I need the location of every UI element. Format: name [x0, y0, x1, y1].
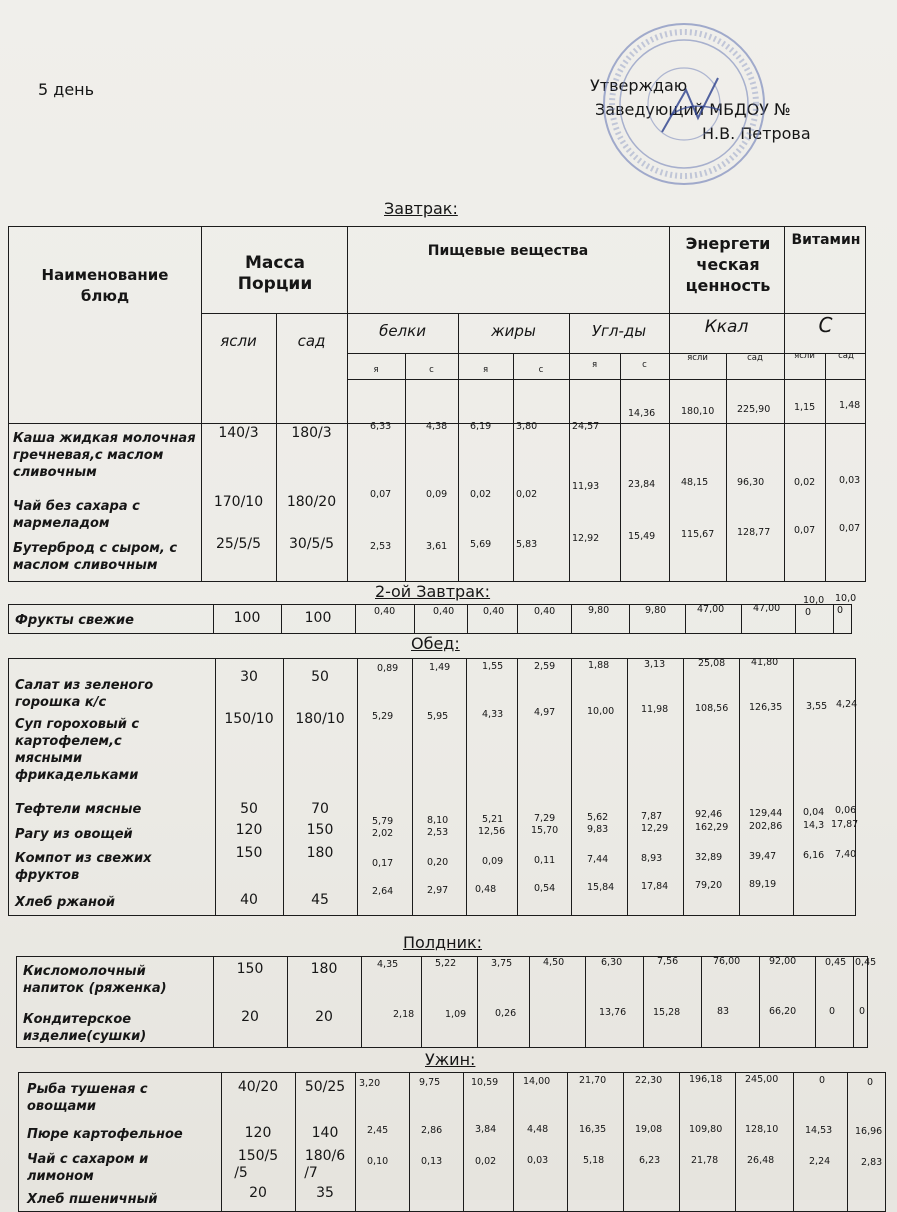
dish-name: Рыба тушеная с овощами: [27, 1082, 148, 1114]
value-cell: 5,83: [516, 539, 538, 550]
value-cell: 225,90: [737, 404, 771, 415]
value-cell: 126,35: [749, 702, 783, 713]
value-cell: 0,26: [495, 1008, 517, 1019]
value-cell: 21,78: [691, 1155, 719, 1166]
header-garden: сад: [297, 332, 326, 350]
value-cell: 12,92: [572, 533, 600, 544]
section-breakfast2: 2-ой Завтрак:: [375, 582, 491, 601]
value-cell: 0: [837, 605, 844, 616]
mass-garden: 150: [306, 822, 334, 838]
mass-garden: 180/20: [286, 494, 337, 510]
value-cell: 10,00: [587, 706, 615, 717]
value-cell: 12,29: [641, 823, 669, 834]
dish-name: Хлеб пшеничный: [27, 1192, 158, 1207]
mass-nursery: 120: [235, 822, 263, 838]
value-cell: 2,97: [427, 885, 449, 896]
sub-header: сад: [838, 351, 854, 361]
header-vitc: С: [818, 313, 833, 337]
sub-header: я: [373, 365, 379, 375]
value-cell: 109,80: [689, 1124, 723, 1135]
value-cell: 5,21: [482, 814, 504, 825]
value-cell: 7,87: [641, 811, 663, 822]
value-cell: 196,18: [689, 1074, 723, 1085]
value-cell: 7,56: [657, 956, 679, 967]
value-cell: 14,53: [805, 1125, 833, 1136]
sub-header: ясли: [687, 353, 708, 363]
value-cell: 6,19: [470, 421, 492, 432]
value-cell: 0,03: [527, 1155, 549, 1166]
dish-name: Компот из свежих фруктов: [15, 851, 152, 883]
value-cell: 14,36: [628, 408, 656, 419]
mass-nursery: 150: [235, 845, 263, 861]
value-cell: 12,56: [478, 826, 506, 837]
value-cell: 0,02: [794, 477, 816, 488]
value-cell: 1,48: [839, 400, 861, 411]
value-cell: 0,09: [426, 489, 448, 500]
value-cell: 128,10: [745, 1124, 779, 1135]
dinner-table: [18, 1072, 886, 1212]
value-cell: 6,30: [601, 957, 623, 968]
value-cell: 2,64: [372, 886, 394, 897]
value-cell: 5,18: [583, 1155, 605, 1166]
mass-garden: 140: [311, 1125, 339, 1141]
sub-header: с: [538, 365, 544, 375]
value-cell: 0,45: [825, 957, 847, 968]
value-cell: 4,35: [377, 959, 399, 970]
value-cell: 9,83: [587, 824, 609, 835]
dish-name: Хлеб ржаной: [15, 895, 116, 910]
header-fats: жиры: [491, 322, 536, 340]
value-cell: 0,20: [427, 857, 449, 868]
mass-nursery: 20: [241, 1009, 259, 1025]
dish-name: Кисломолочный напиток (ряженка): [23, 964, 167, 996]
value-cell: 7,29: [534, 813, 556, 824]
value-cell: 2,02: [372, 828, 394, 839]
value-cell: 19,08: [635, 1124, 663, 1135]
dish-name: Каша жидкая молочная гречневая,с маслом сливочным: [13, 431, 196, 480]
value-cell: 0,11: [534, 855, 556, 866]
value-cell: 25,08: [698, 658, 726, 669]
mass-nursery: 40/20: [237, 1079, 279, 1095]
value-cell: 89,19: [749, 879, 777, 890]
section-snack: Полдник:: [403, 933, 483, 952]
section-breakfast: Завтрак:: [384, 199, 458, 218]
value-cell: 15,28: [653, 1007, 681, 1018]
value-cell: 6,16: [803, 850, 825, 861]
sub-header: я: [482, 365, 489, 375]
dish-name: Рагу из овощей: [15, 827, 133, 842]
breakfast-table: [8, 226, 866, 582]
value-cell: 92,46: [695, 809, 723, 820]
value-cell: 41,80: [751, 657, 779, 668]
value-cell: 2,53: [427, 827, 449, 838]
header-vitamin: Витамин: [791, 232, 861, 248]
value-cell: 3,80: [516, 421, 538, 432]
value-cell: 9,75: [419, 1077, 441, 1088]
value-cell: 3,61: [426, 541, 448, 552]
value-cell: 92,00: [769, 956, 797, 967]
value-cell: 1,49: [429, 662, 451, 673]
value-cell: 2,59: [534, 661, 556, 672]
value-cell: 21,70: [579, 1075, 607, 1086]
mass-nursery: 150/10: [224, 711, 274, 727]
mass-nursery: 170/10: [213, 494, 264, 510]
value-cell: 180,10: [681, 406, 715, 417]
value-cell: 5,69: [470, 539, 492, 550]
mass-nursery: 120: [244, 1125, 272, 1141]
value-cell: 0,07: [370, 489, 392, 500]
value-cell: 11,98: [641, 704, 669, 715]
value-cell: 47,00: [697, 604, 725, 615]
mass-garden: 180/3: [291, 425, 332, 441]
value-cell: 0,03: [839, 475, 861, 486]
value-cell: 0,48: [475, 884, 497, 895]
value-cell: 23,84: [628, 479, 656, 490]
value-cell: 162,29: [695, 822, 729, 833]
value-cell: 24,57: [572, 421, 600, 432]
value-cell: 5,62: [587, 812, 609, 823]
value-cell: 96,30: [737, 477, 765, 488]
header-energy: Энергети ческая ценность: [685, 234, 771, 295]
value-cell: 5,95: [427, 711, 449, 722]
value-cell: 5,22: [435, 958, 457, 969]
mass-nursery: /5: [234, 1165, 248, 1181]
value-cell: 0,07: [839, 523, 861, 534]
approve-label: Утверждаю: [590, 76, 688, 95]
value-cell: 66,20: [769, 1006, 797, 1017]
sub-header: я: [591, 360, 598, 370]
value-cell: 10,59: [471, 1077, 499, 1088]
value-cell: 6,23: [639, 1155, 661, 1166]
dish-name: Кондитерское изделие(сушки): [23, 1012, 147, 1044]
value-cell: 10,0: [803, 595, 825, 606]
value-cell: 15,70: [531, 825, 559, 836]
value-cell: 0,40: [483, 606, 505, 617]
mass-garden: 180/6: [304, 1148, 346, 1164]
value-cell: 10,0: [835, 593, 857, 604]
mass-nursery: 150/5: [237, 1148, 279, 1164]
mass-nursery: 25/5/5: [215, 536, 262, 552]
lunch-table: [8, 657, 859, 916]
mass-garden: 45: [311, 892, 329, 908]
value-cell: 15,49: [628, 531, 656, 542]
section-lunch: Обед:: [411, 634, 460, 653]
mass-garden: 50: [311, 669, 329, 685]
header-dish: Наименование блюд: [41, 266, 169, 305]
mass-nursery: 30: [240, 669, 258, 685]
value-cell: 0: [819, 1075, 826, 1086]
value-cell: 0,07: [794, 525, 816, 536]
value-cell: 0,10: [367, 1156, 389, 1167]
value-cell: 129,44: [749, 808, 783, 819]
dish-name: Тефтели мясные: [15, 802, 142, 817]
value-cell: 4,48: [527, 1124, 549, 1135]
value-cell: 76,00: [713, 956, 741, 967]
value-cell: 108,56: [695, 703, 729, 714]
value-cell: 0: [829, 1006, 836, 1017]
value-cell: 5,79: [372, 816, 394, 827]
value-cell: 11,93: [572, 481, 600, 492]
mass-garden: /7: [304, 1165, 318, 1181]
value-cell: 0,89: [377, 663, 399, 674]
value-cell: 4,38: [426, 421, 448, 432]
header-nutrients: Пищевые вещества: [427, 243, 589, 259]
value-cell: 3,84: [475, 1124, 497, 1135]
value-cell: 2,86: [421, 1125, 443, 1136]
header-nursery: ясли: [220, 332, 257, 350]
mass-garden: 50/25: [304, 1079, 346, 1095]
mass-nursery: 100: [233, 610, 261, 626]
value-cell: 6,33: [370, 421, 392, 432]
value-cell: 8,93: [641, 853, 663, 864]
dish-name: Бутерброд с сыром, с маслом сливочным: [13, 541, 178, 573]
mass-garden: 70: [311, 801, 329, 817]
sub-header: с: [429, 365, 434, 375]
value-cell: 0,40: [433, 606, 455, 617]
value-cell: 2,83: [861, 1157, 883, 1168]
value-cell: 9,80: [588, 605, 610, 616]
mass-nursery: 150: [236, 961, 264, 977]
value-cell: 3,13: [644, 659, 666, 670]
value-cell: 0,40: [374, 606, 396, 617]
value-cell: 16,35: [579, 1124, 607, 1135]
header-carbs: Угл-ды: [591, 322, 647, 340]
value-cell: 128,77: [737, 527, 771, 538]
value-cell: 1,09: [445, 1009, 467, 1020]
header-mass: Масса Порции: [237, 253, 313, 294]
value-cell: 22,30: [635, 1075, 663, 1086]
value-cell: 115,67: [681, 529, 715, 540]
mass-nursery: 140/3: [218, 425, 259, 441]
position-label: Заведующий МБДОУ №: [595, 100, 791, 119]
value-cell: 0: [859, 1006, 866, 1017]
mass-nursery: 50: [240, 801, 258, 817]
mass-garden: 180: [310, 961, 338, 977]
section-dinner: Ужин:: [425, 1050, 476, 1069]
value-cell: 0,09: [482, 856, 504, 867]
value-cell: 0,02: [475, 1156, 497, 1167]
value-cell: 14,00: [523, 1076, 551, 1087]
value-cell: 48,15: [681, 477, 709, 488]
value-cell: 39,47: [749, 851, 777, 862]
value-cell: 0,17: [372, 858, 394, 869]
value-cell: 47,00: [753, 603, 781, 614]
value-cell: 2,18: [393, 1009, 415, 1020]
value-cell: 0,06: [835, 805, 857, 816]
day-label: 5 день: [38, 80, 95, 99]
value-cell: 2,53: [370, 541, 392, 552]
value-cell: 0: [805, 607, 812, 618]
value-cell: 0,45: [855, 957, 877, 968]
value-cell: 2,45: [367, 1125, 389, 1136]
sub-header: сад: [747, 353, 763, 363]
value-cell: 1,15: [794, 402, 816, 413]
mass-garden: 100: [304, 610, 332, 626]
value-cell: 8,10: [427, 815, 449, 826]
dish-name: Суп гороховый с картофелем,с мясными фрикадельками: [15, 717, 140, 783]
mass-garden: 180/10: [295, 711, 345, 727]
value-cell: 7,40: [835, 849, 857, 860]
value-cell: 3,20: [359, 1078, 381, 1089]
value-cell: 83: [717, 1006, 730, 1017]
mass-nursery: 20: [249, 1185, 267, 1201]
breakfast2-table: [8, 593, 857, 634]
value-cell: 3,55: [806, 701, 828, 712]
dish-name: Чай с сахаром и лимоном: [27, 1152, 149, 1184]
value-cell: 0,04: [803, 807, 825, 818]
value-cell: 4,50: [543, 957, 565, 968]
value-cell: 202,86: [749, 821, 783, 832]
value-cell: 1,55: [482, 661, 504, 672]
value-cell: 17,84: [641, 881, 669, 892]
mass-garden: 30/5/5: [288, 536, 335, 552]
value-cell: 1,88: [588, 660, 610, 671]
value-cell: 4,33: [482, 709, 504, 720]
value-cell: 0,54: [534, 883, 556, 894]
value-cell: 0: [867, 1077, 874, 1088]
value-cell: 4,24: [836, 699, 858, 710]
official-stamp: [600, 20, 768, 188]
dish-name: Пюре картофельное: [27, 1127, 183, 1142]
value-cell: 9,80: [645, 605, 667, 616]
value-cell: 32,89: [695, 852, 723, 863]
value-cell: 0,02: [470, 489, 492, 500]
value-cell: 245,00: [745, 1074, 779, 1085]
value-cell: 3,75: [491, 958, 513, 969]
header-proteins: белки: [379, 322, 426, 340]
mass-garden: 35: [316, 1185, 334, 1201]
value-cell: 13,76: [599, 1007, 627, 1018]
value-cell: 16,96: [855, 1126, 883, 1137]
sub-header: с: [642, 360, 647, 370]
dish-name: Чай без сахара с мармеладом: [13, 499, 140, 531]
value-cell: 15,84: [587, 882, 615, 893]
value-cell: 26,48: [747, 1155, 775, 1166]
mass-garden: 20: [315, 1009, 333, 1025]
dish-name: Фрукты свежие: [15, 613, 134, 628]
header-kcal: Ккал: [704, 317, 749, 337]
value-cell: 4,97: [534, 707, 556, 718]
dish-name: Салат из зеленого горошка к/с: [15, 678, 154, 710]
mass-garden: 180: [306, 845, 334, 861]
value-cell: 7,44: [587, 854, 609, 865]
value-cell: 0,13: [421, 1156, 443, 1167]
value-cell: 17,87: [831, 819, 859, 830]
value-cell: 0,40: [534, 606, 556, 617]
value-cell: 79,20: [695, 880, 723, 891]
snack-table: [16, 956, 877, 1048]
mass-nursery: 40: [240, 892, 258, 908]
sub-header: ясли: [794, 351, 815, 361]
value-cell: 0,02: [516, 489, 538, 500]
value-cell: 5,29: [372, 711, 394, 722]
value-cell: 2,24: [809, 1156, 831, 1167]
value-cell: 14,3: [803, 820, 825, 831]
signer-name: Н.В. Петрова: [702, 124, 811, 143]
